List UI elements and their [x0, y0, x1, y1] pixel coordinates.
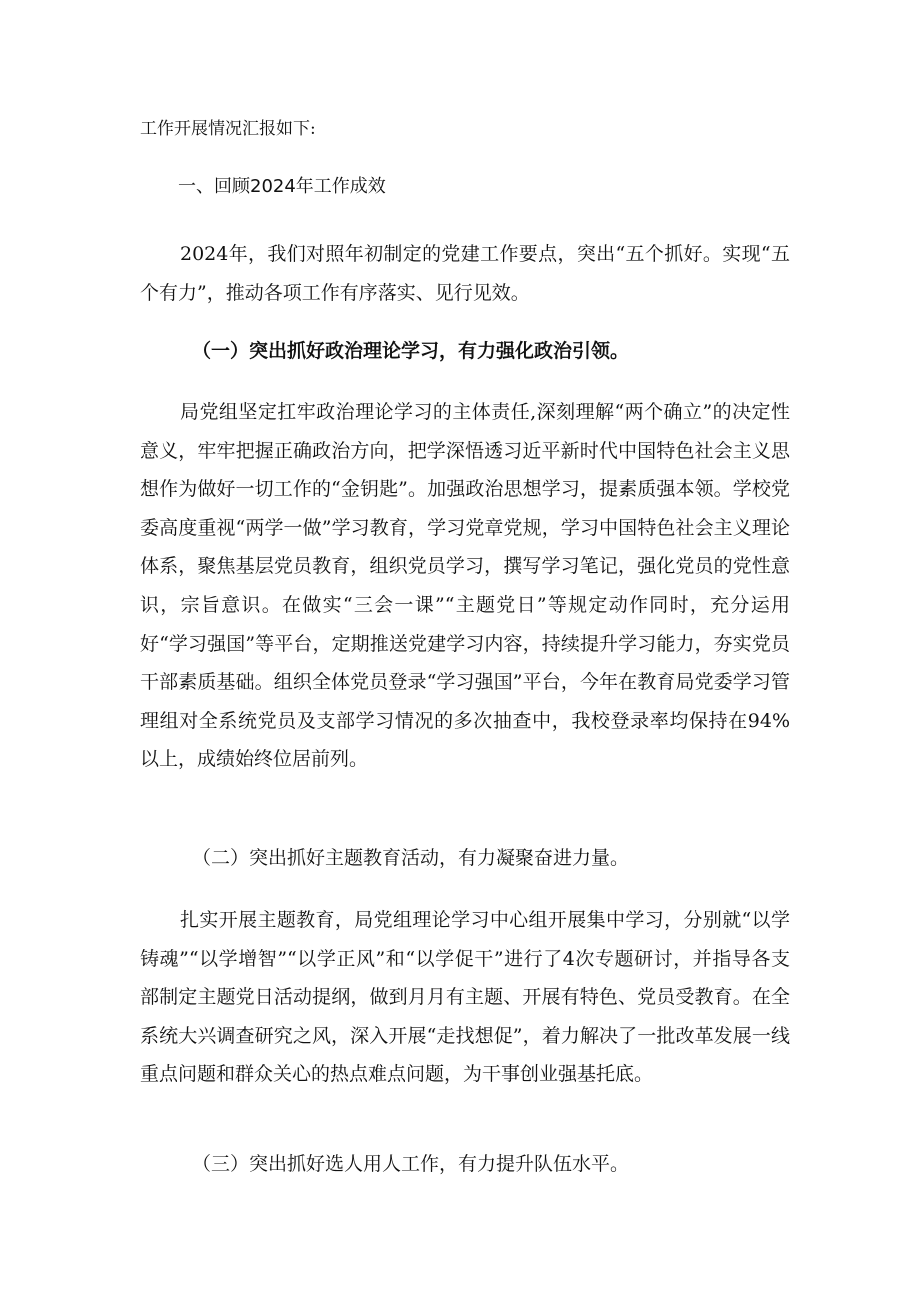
paragraph-overview: 2024年，我们对照年初制定的党建工作要点，突出“五个抓好。实现“五个有力”，推动各项工作有序落实、见行见效。 — [140, 243, 790, 304]
intro-text: 工作开展情况汇报如下: — [140, 119, 316, 139]
section-heading-review-2024: 一、回顾2024年工作成效 — [178, 176, 386, 197]
subheading-political-theory: （一）突出抓好政治理论学习，有力强化政治引领。 — [192, 340, 630, 362]
paragraph-political-theory: 局党组坚定扛牢政治理论学习的主体责任,深刻理解“两个确立”的决定性意义，牢牢把握正确政治方向，把学深悟透习近平新时代中国特色社会主义思想作为做好一切工作的“金钥匙”。加强政治思想学习，提素质强本领。学校党委高度重视“两学一做”学习教育，学习党章党规，学习中国特色社会主义理论体系，聚焦基层党员教育，组织党员学习，撰写学习笔记，强化党员的党性意识，宗旨意识。在做实“三会一课”“主题党日”等规定动作同时，充分运用好“学习强国”等平台，定期推送党建学习内容，持续提升学习能力，夯实党员干部素质基础。组织全体党员登录“学习强国”平台，今年在教育局党委学习管理组对全系统党员及支部学习情况的多次抽查中，我校登录率均保持在94%以上，成绩始终位居前列。 — [140, 401, 790, 771]
subheading-theme-education: （二）突出抓好主题教育活动，有力凝聚奋进力量。 — [192, 847, 630, 869]
paragraph-theme-education: 扎实开展主题教育，局党组理论学习中心组开展集中学习，分别就“以学铸魂”“以学增智”“以学正风”和“以学促干”进行了4次专题研讨，并指导各支部制定主题党日活动提纲，做到月月有主题、开展有特色、党员受教育。在全系统大兴调查研究之风，深入开展“走找想促”，着力解决了一批改革发展一线重点问题和群众关心的热点难点问题，为干事创业强基托底。 — [140, 909, 790, 1086]
subheading-personnel-work: （三）突出抓好选人用人工作，有力提升队伍水平。 — [192, 1153, 630, 1175]
